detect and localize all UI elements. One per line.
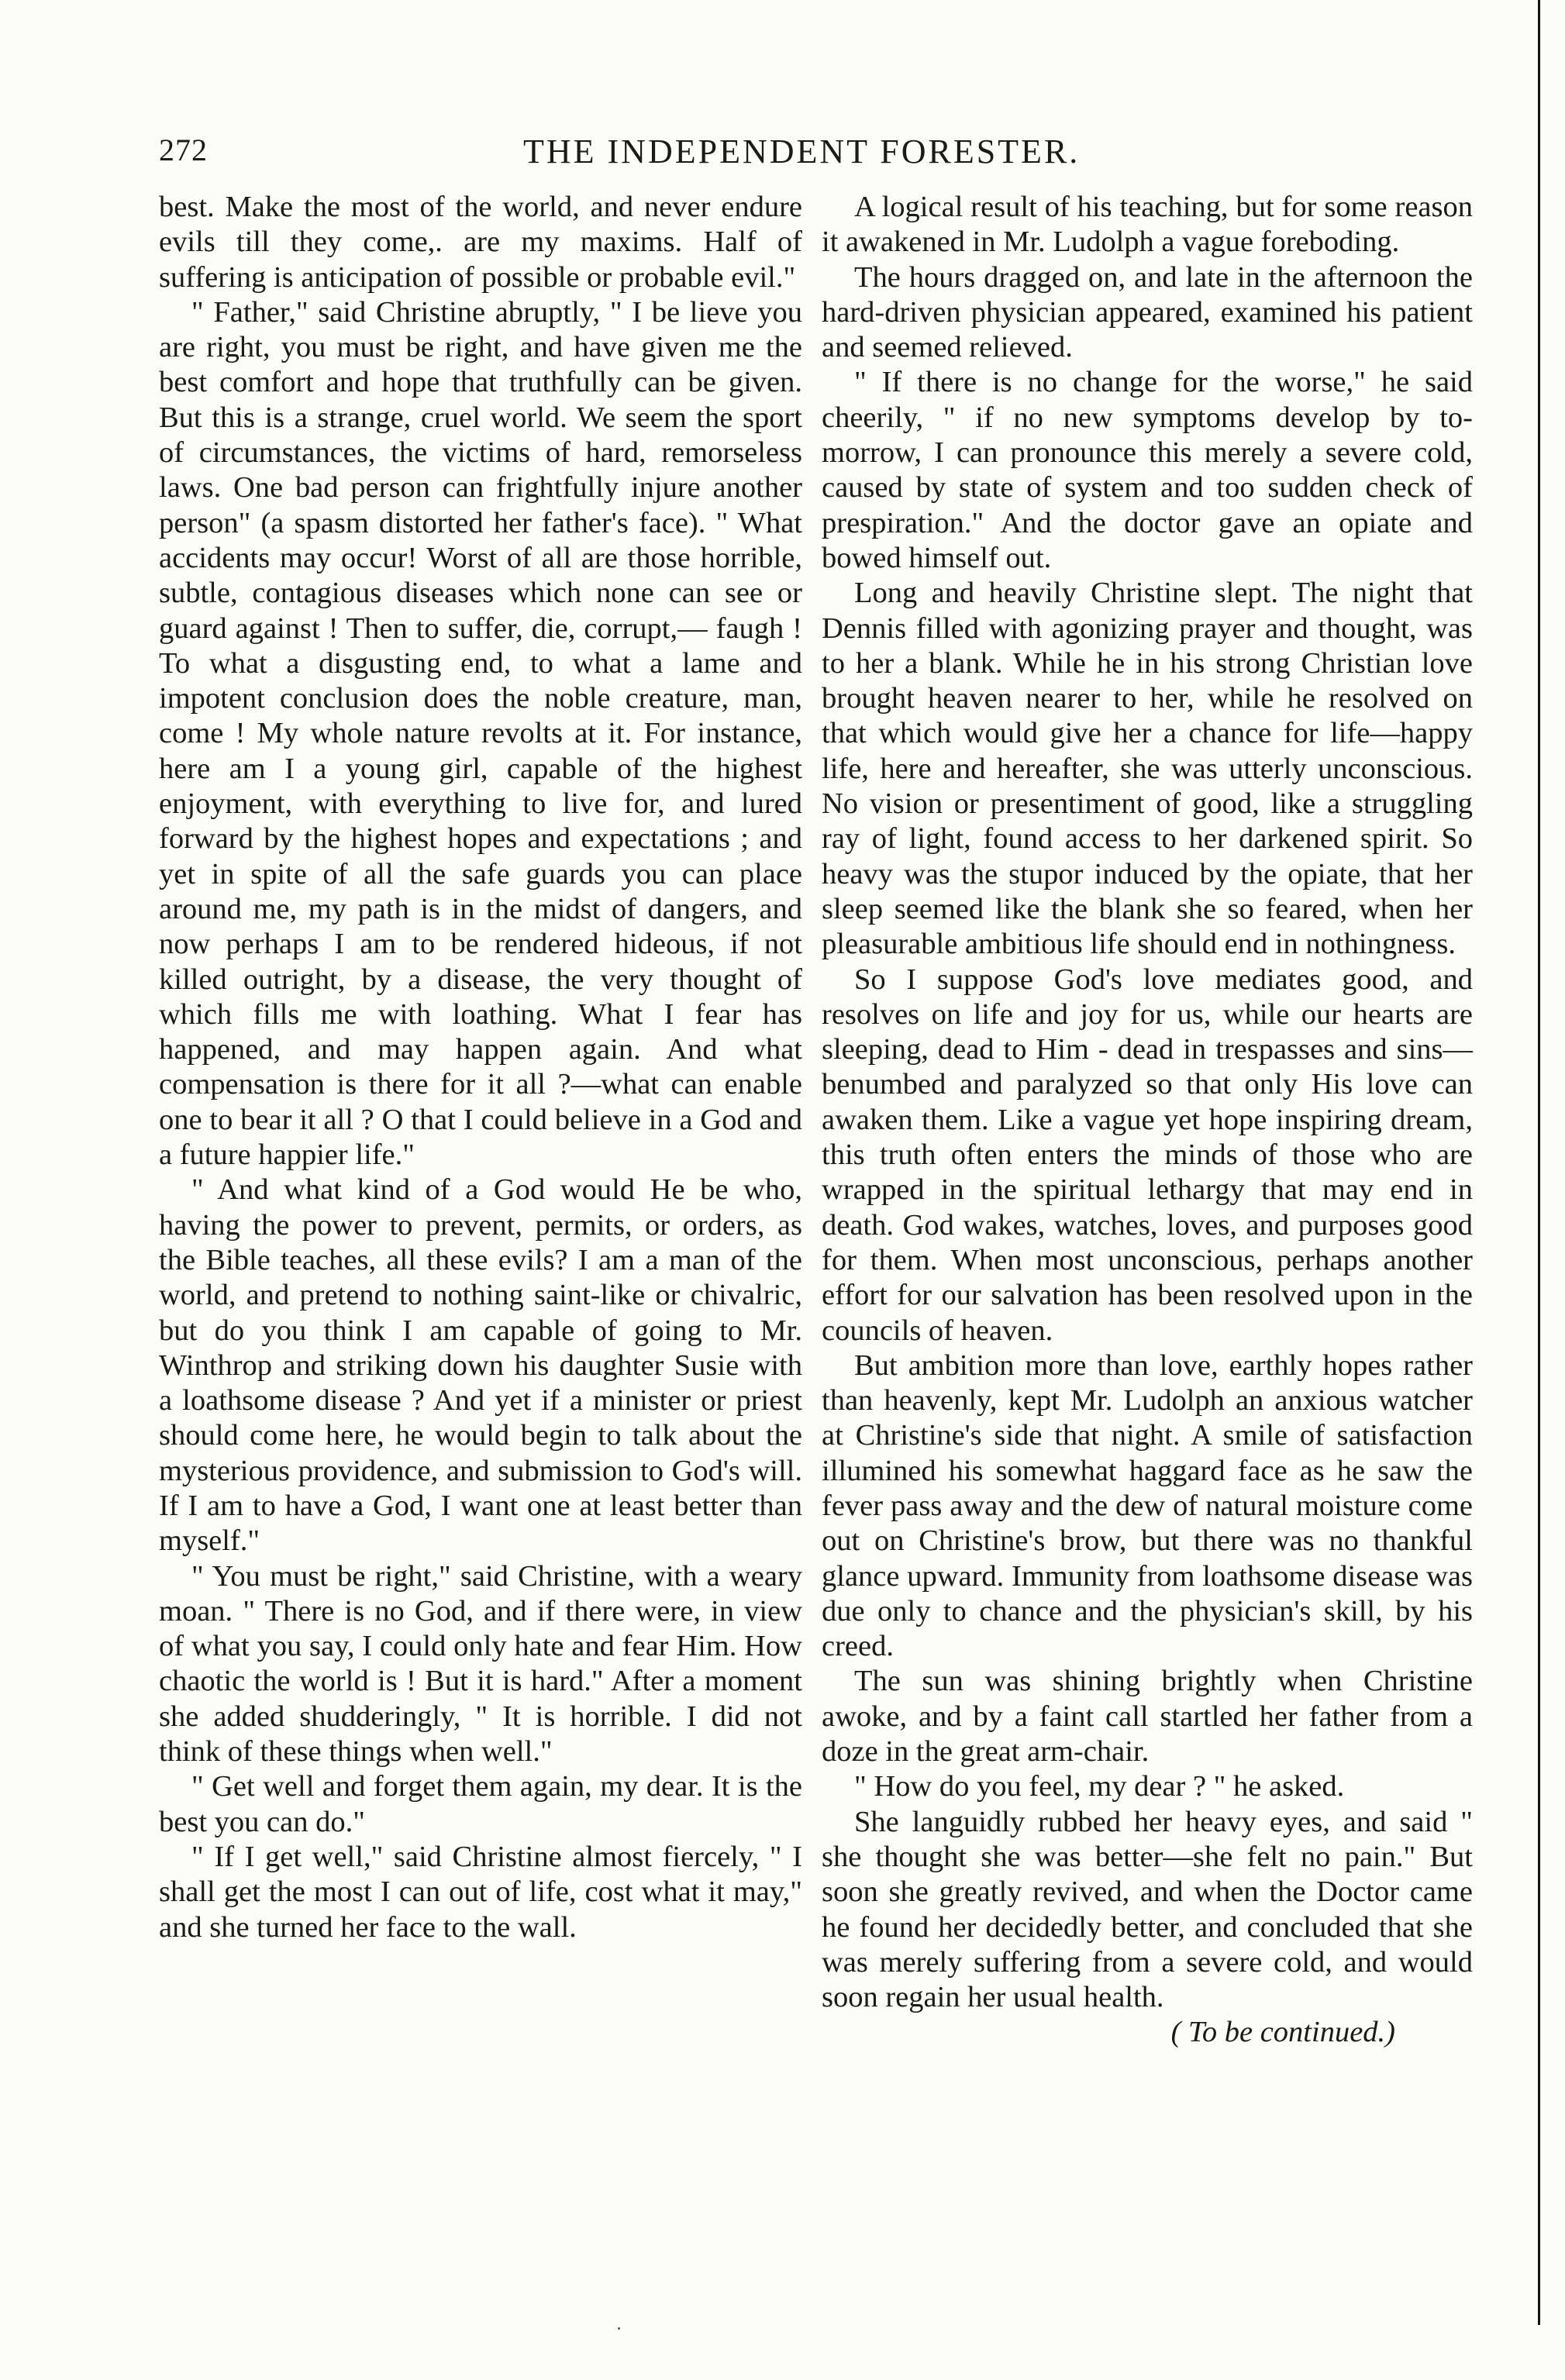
paragraph: So I suppose God's love mediates good, and resolves on life and joy for us, while our hearts are sleeping, dead to Him - dead in trespasses and sins—benumbed and paralyzed so that only His love can awaken them. Like a vague yet hope inspiring dream, this truth often enters the minds of those who are wrapped in the spiritual lethargy that may end in death. God wakes, watches, loves, and purposes good for them. When most unconscious, perhaps another effort for our salvation has been resolved upon in the councils of heaven. — [822, 963, 1473, 1347]
paragraph: " Get well and forget them again, my dear. It is the best you can do." — [159, 1770, 802, 1838]
paragraph: The sun was shining brightly when Christine awoke, and by a faint call startled her father from a doze in the great arm-chair. — [822, 1665, 1473, 1769]
paragraph: " If there is no change for the worse," he said cheerily, " if no new symptoms develop by to-morrow, I can pronounce this merely a severe cold, caused by state of system and too sudden check of prespiration." And the doctor gave an opiate and bowed himself out. — [822, 366, 1473, 574]
paragraph: Long and heavily Christine slept. The night that Dennis filled with agonizing prayer and thought, was to her a blank. While he in his strong Christian love brought heaven nearer to her, while he resolved on that which would give her a chance for life—happy life, here and hereafter, she was utterly unconscious. No vision or presentiment of good, like a struggling ray of light, found access to her darkened spirit. So heavy was the stupor induced by the opiate, that her sleep seemed like the blank she so feared, when her pleasurable ambitious life should end in nothingness. — [822, 577, 1473, 961]
paragraph: " If I get well," said Christine almost fiercely, " I shall get the most I can out of life, cost what it may," and she turned her face to the wall. — [159, 1840, 802, 1944]
paragraph: She languidly rubbed her heavy eyes, and said " she thought she was better—she felt no pain." But soon she greatly revived, and when the Doctor came he found her decidedly better, and concluded that she was merely suffering from a severe cold, and would soon regain her usual health. — [822, 1805, 1473, 2014]
running-title: THE INDEPENDENT FORESTER. — [523, 133, 1081, 170]
paragraph: " And what kind of a God would He be who, having the power to prevent, permits, or orders, as the Bible teaches, all these evils? I am a man of the world, and pretend to nothing saint-like or chivalric, but do you think I am capable of going to Mr. Winthrop and striking down his daughter Susie with a loathsome disease ? And yet if a minister or priest should come here, he would begin to talk about the mysterious providence, and submission to God's will. If I am to have a God, I want one at least better than myself." — [159, 1173, 802, 1558]
paragraph: The hours dragged on, and late in the afternoon the hard-driven physician appeared, examined his patient and seemed relieved. — [822, 260, 1473, 364]
ink-speck — [618, 2327, 620, 2330]
paragraph: " How do you feel, my dear ? " he asked. — [854, 1770, 1345, 1803]
to-be-continued-note: ( To be continued.) — [1170, 2016, 1395, 2049]
page-header — [159, 132, 1477, 186]
page-edge-rule — [1538, 0, 1540, 2325]
paragraph: A logical result of his teaching, but for some reason it awakened in Mr. Ludolph a vague foreboding. — [822, 191, 1473, 259]
paragraph: But ambition more than love, earthly hopes rather than heavenly, kept Mr. Ludolph an anxious watcher at Christine's side that night. A smile of satisfaction illumined his somewhat haggard face as he saw the fever pass away and the dew of natural moisture come out on Christine's brow, but there was no thankful glance upward. Immunity from loathsome disease was due only to chance and the physician's skill, by his creed. — [822, 1348, 1473, 1663]
paragraph: " You must be right," said Christine, with a weary moan. " There is no God, and if there were, in view of what you say, I could only hate and fear Him. How chaotic the world is ! But it is hard." After a moment she added shudderingly, " It is horrible. I did not think of these things when well." — [159, 1559, 802, 1769]
paragraph: " Father," said Christine abruptly, " I be lieve you are right, you must be right, and have given me the best comfort and hope that truthfully can be given. But this is a strange, cruel world. We seem the sport of circumstances, the victims of hard, remorseless laws. One bad person can frightfully injure another person" (a spasm distorted her father's face). " What accidents may occur! Worst of all are those horrible, subtle, contagious diseases which none can see or guard against ! Then to suffer, die, corrupt,— faugh ! To what a disgusting end, to what a lame and impotent conclusion does the noble creature, man, come ! My whole nature revolts at it. For instance, here am I a young girl, capable of the highest enjoyment, with everything to live for, and lured forward by the highest hopes and expectations ; and yet in spite of all the safe guards you can place around me, my path is in the midst of dangers, and now perhaps I am to be rendered hideous, if not killed outright, by a disease, the very thought of which fills me with loathing. What I fear has happened, and may happen again. And what compensation is there for it all ?—what can enable one to bear it all ? O that I could believe in a God and a future happier life." — [159, 295, 802, 1172]
page-number: 272 — [159, 133, 208, 167]
right-column — [822, 190, 1473, 2051]
paragraph: best. Make the most of the world, and never endure evils till they come,. are my maxims. Half of suffering is anticipation of possible or probable evil." — [159, 191, 802, 294]
left-column — [159, 190, 802, 1945]
